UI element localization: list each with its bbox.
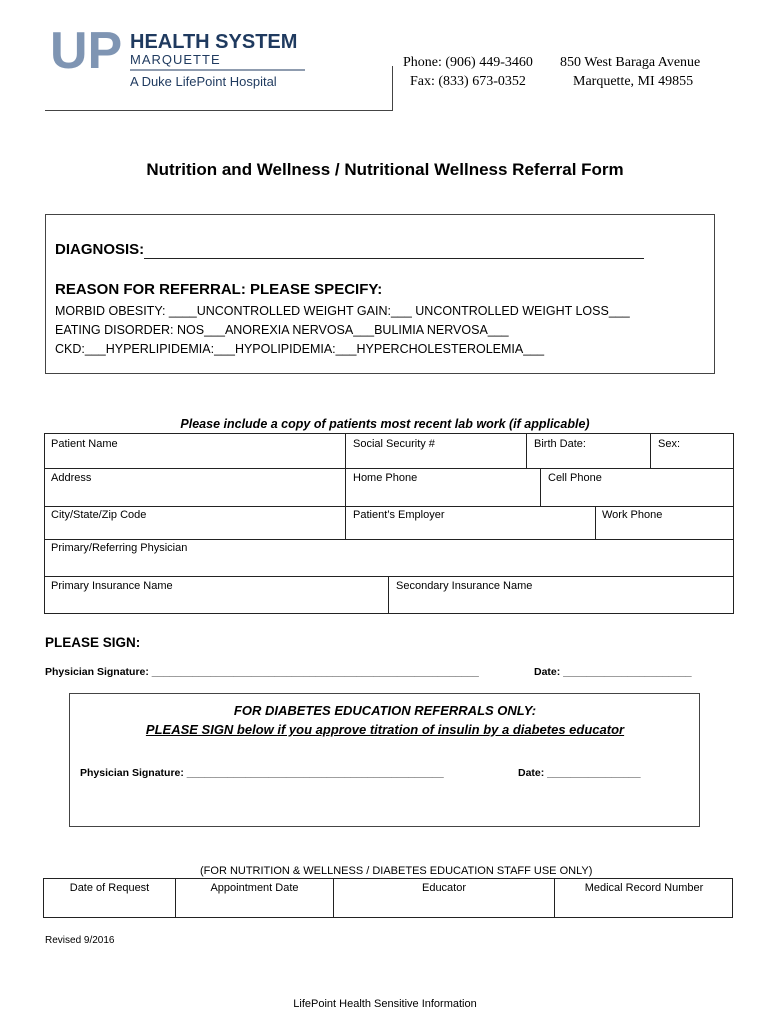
diabetes-date-line[interactable]: Date: ________________	[518, 767, 641, 779]
fax-number: Fax: (833) 673-0352	[410, 74, 526, 89]
row-divider-3	[44, 539, 734, 540]
diagnosis-label: DIAGNOSIS:	[55, 241, 145, 258]
logo-line2: MARQUETTE	[130, 52, 221, 67]
reason-line-1[interactable]: MORBID OBESITY: ____UNCONTROLLED WEIGHT GAIN:___ UNCONTROLLED WEIGHT LOSS___	[55, 304, 630, 318]
header-divider	[392, 66, 393, 111]
educator-field[interactable]: Educator	[421, 882, 467, 894]
phone-number: Phone: (906) 449-3460	[403, 55, 533, 70]
cell-phone-field[interactable]: Cell Phone	[548, 472, 602, 484]
diagnosis-input-line[interactable]	[144, 258, 644, 259]
logo-line1: HEALTH SYSTEM	[130, 31, 298, 53]
patient-name-field[interactable]: Patient Name	[51, 438, 118, 450]
home-phone-field[interactable]: Home Phone	[353, 472, 418, 484]
contact-address	[560, 53, 700, 91]
date-of-request-field[interactable]: Date of Request	[69, 882, 150, 894]
reason-heading: REASON FOR REFERRAL: PLEASE SPECIFY:	[55, 281, 383, 298]
confidential-notice: LifePoint Health Sensitive Information	[293, 998, 477, 1010]
reason-line-2[interactable]: EATING DISORDER: NOS___ANOREXIA NERVOSA___BULIMIA NERVOSA___	[55, 323, 509, 337]
city-state-zip-field[interactable]: City/State/Zip Code	[51, 509, 147, 521]
physician-field[interactable]: Primary/Referring Physician	[51, 542, 188, 554]
address-line2: Marquette, MI 49855	[573, 74, 694, 89]
address-field[interactable]: Address	[51, 472, 92, 484]
secondary-insurance-field[interactable]: Secondary Insurance Name	[396, 580, 533, 592]
please-sign-heading: PLEASE SIGN:	[45, 635, 141, 650]
col-divider	[540, 468, 541, 506]
diabetes-physician-signature-line[interactable]: Physician Signature: ____________________________________________	[80, 767, 444, 779]
birth-date-field[interactable]: Birth Date:	[534, 438, 586, 450]
employer-field[interactable]: Patient’s Employer	[353, 509, 445, 521]
logo-line3: A Duke LifePoint Hospital	[130, 74, 277, 89]
ssn-field[interactable]: Social Security #	[353, 438, 435, 450]
sex-field[interactable]: Sex:	[658, 438, 681, 450]
work-phone-field[interactable]: Work Phone	[602, 509, 663, 521]
row-divider-1	[44, 468, 734, 469]
col-divider	[345, 433, 346, 506]
header-rule	[45, 110, 393, 111]
appointment-date-field[interactable]: Appointment Date	[210, 882, 299, 894]
address-line1: 850 West Baraga Avenue	[560, 55, 701, 70]
col-divider	[650, 433, 651, 468]
diabetes-instruction: PLEASE SIGN below if you approve titration of insulin by a diabetes educator	[145, 722, 625, 737]
medical-record-number-field[interactable]: Medical Record Number	[584, 882, 704, 894]
contact-phone-fax	[403, 53, 533, 91]
signature-date-line[interactable]: Date: ______________________	[534, 666, 692, 678]
physician-signature-line[interactable]: Physician Signature: ________________________________________________________	[45, 666, 479, 678]
primary-insurance-field[interactable]: Primary Insurance Name	[51, 580, 173, 592]
diabetes-heading: FOR DIABETES EDUCATION REFERRALS ONLY:	[233, 703, 537, 718]
lab-work-note: Please include a copy of patients most recent lab work (if applicable)	[180, 417, 590, 431]
staff-use-note: (FOR NUTRITION & WELLNESS / DIABETES EDUCATION STAFF USE ONLY)	[200, 865, 593, 877]
col-divider	[388, 576, 389, 614]
col-divider	[595, 506, 596, 539]
row-divider-2	[44, 506, 734, 507]
reason-line-3[interactable]: CKD:___HYPERLIPIDEMIA:___HYPOLIPIDEMIA:___HYPERCHOLESTEROLEMIA___	[55, 342, 545, 356]
col-divider	[345, 506, 346, 539]
row-divider-4	[44, 576, 734, 577]
revision-date: Revised 9/2016	[45, 935, 115, 946]
form-title: Nutrition and Wellness / Nutritional Wellness Referral Form	[146, 160, 624, 179]
col-divider	[526, 433, 527, 468]
logo-letters: UP	[50, 26, 123, 80]
